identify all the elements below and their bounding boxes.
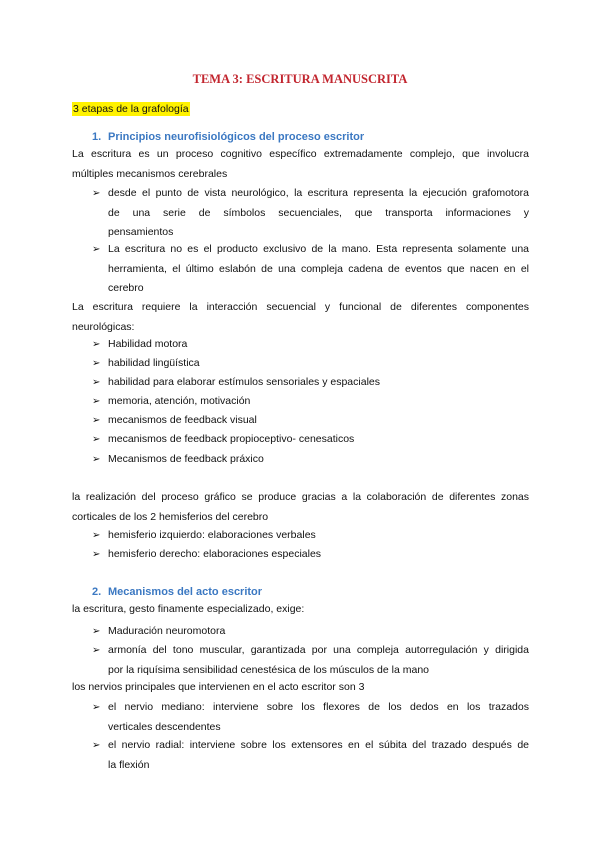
text-line: neurológicas: [72,320,135,333]
arrow-bullet-icon: ➢ [92,396,101,407]
section-1-paragraph-3 [72,488,529,527]
text-line: armonía del tono muscular, garantizada por una compleja autorregulación y dirigida [108,644,529,656]
text-line: la realización del proceso gráfico se produce gracias a la colaboración de diferentes zonas [72,491,529,503]
text-line: mecanismos de feedback visual [108,414,257,426]
text-line: La escritura requiere la interacción secuencial y funcional de diferentes componentes [72,301,529,313]
arrow-bullet-icon: ➢ [92,549,101,560]
arrow-bullet-icon: ➢ [92,434,101,445]
text-line: de una serie de símbolos secuenciales, que transporta informaciones y [108,206,529,219]
arrow-bullet-icon: ➢ [92,188,101,199]
text-line: habilidad para elaborar estímulos sensoriales y espaciales [108,376,380,388]
section-1-paragraph-1 [72,145,529,184]
text-line: herramienta, el último eslabón de una compleja cadena de eventos que nacen en el [108,262,529,275]
text-line: la escritura, gesto finamente especializado, exige: [72,603,305,615]
text-line: hemisferio derecho: elaboraciones especiales [108,548,322,560]
text-line: por la riquísima sensibilidad cenestésica de los músculos de la mano [108,663,429,676]
section-2-title: Mecanismos del acto escritor [108,586,263,598]
text-line: corticales de los 2 hemisferios del cerebro [72,510,269,523]
text-line: Mecanismos de feedback práxico [108,453,264,465]
text-line: habilidad lingüística [108,357,200,369]
text-line: los nervios principales que intervienen en el acto escritor son 3 [72,681,365,693]
section-1-paragraph-2 [72,298,529,337]
text-line: La escritura es un proceso cognitivo específico extremadamente complejo, que involucra [72,148,529,160]
text-line: mecanismos de feedback propioceptivo- cenesaticos [108,433,355,445]
arrow-bullet-icon: ➢ [92,626,101,637]
section-2-paragraph-2 [72,678,529,698]
text-line: Maduración neuromotora [108,625,226,637]
text-line: hemisferio izquierdo: elaboraciones verbales [108,529,316,541]
arrow-bullet-icon: ➢ [92,358,101,369]
section-2-paragraph-1 [72,600,529,620]
arrow-bullet-icon: ➢ [92,645,101,656]
text-line: la flexión [108,758,150,771]
text-line: verticales descendentes [108,720,221,733]
arrow-bullet-icon: ➢ [92,244,101,255]
arrow-bullet-icon: ➢ [92,454,101,465]
arrow-bullet-icon: ➢ [92,339,101,350]
text-line: memoria, atención, motivación [108,395,251,407]
section-2-heading [92,586,262,598]
text-line: desde el punto de vista neurológico, la escritura representa la ejecución grafomotora [108,187,529,199]
section-1-number: 1. [92,131,102,143]
arrow-bullet-icon: ➢ [92,530,101,541]
text-line: cerebro [108,282,144,294]
arrow-bullet-icon: ➢ [92,702,101,713]
text-line: pensamientos [108,226,174,238]
highlighted-subtitle: 3 etapas de la grafología [73,103,189,115]
text-line: el nervio mediano: interviene sobre los flexores de los dedos en los trazados [108,701,529,713]
text-line: múltiples mecanismos cerebrales [72,167,228,180]
arrow-bullet-icon: ➢ [92,415,101,426]
section-2-number: 2. [92,586,102,598]
section-1-title: Principios neurofisiológicos del proceso escritor [108,131,365,143]
text-line: La escritura no es el producto exclusivo de la mano. Esta representa solamente una [108,243,529,255]
document-title: TEMA 3: ESCRITURA MANUSCRITA [192,72,408,86]
section-1-heading [92,131,364,143]
text-line: Habilidad motora [108,338,188,350]
text-line: el nervio radial: interviene sobre los extensores en el súbita del trazado después de [108,739,529,751]
arrow-bullet-icon: ➢ [92,740,101,751]
arrow-bullet-icon: ➢ [92,377,101,388]
